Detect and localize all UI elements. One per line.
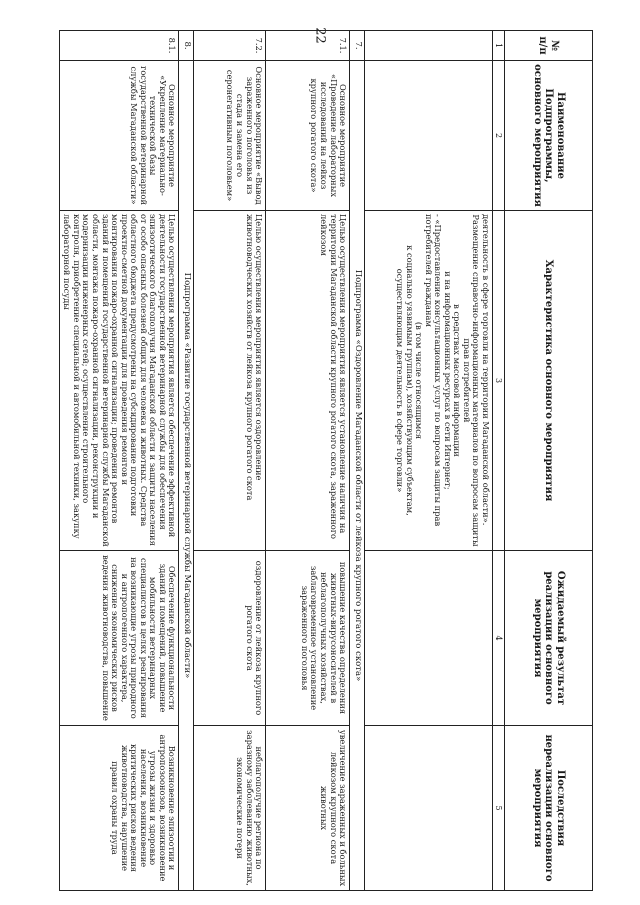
row-description-cell: Целью осуществления мероприятия является обеспечение эффективной деятельности государственной ветеринарной службы для обеспечения эпизоотического благополучия Магаданской области и защиты населения от особо опасных болезней общих для человека и животных. Средства областного бюджета предусмотрены на субсидирование подготовки проектно-сметной документации для проведения ремонтов и монтирования пожаро-охранной сигнализации; проведения ремонтов зданий и помещений государственной ветеринарной службы Магаданской области, монтажа пожаро-охранной сигнализации, реконструкции и модернизации инженерных сетей; осуществление строительного контроля, приобретение специальной и автомобильной техники, закупку лабораторной посуды	[59, 211, 178, 551]
row-consequence-cell: Возникновение эпизоотии и антропозоонозов, возникновение угрозы жизни и здоровью населения, возникновение критических рисков ведения животноводства, нарушение правил охраны труда	[59, 726, 178, 891]
page-number: 22	[312, 27, 328, 44]
row-name-cell: Основное мероприятие «Вывод зараженного поголовья из стада и замена его серонегативным поголовьем»	[194, 61, 266, 211]
header-name: Наименование Подпрограммы, основного мероприятия	[505, 61, 593, 211]
row-name-cell: Основное мероприятие «Проведение лабораторных исследований на лейкоз крупного рогатого скота»	[266, 61, 350, 211]
column-number: 2	[492, 61, 504, 211]
column-number-row	[492, 31, 504, 891]
description-line: к социально уязвимым группам), хозяйствующим субъектам, осуществляющим деятельность в сфере торговли»	[395, 245, 415, 516]
row-number-cell: 7.2.	[194, 31, 266, 61]
row-result-cell: Обеспечение функциональности зданий и помещений, повышение мобильности ветеринарных специалистов в целях реагирования на возникающие угрозы природного и антропогенного характера, снижение экономических рисков ведения животноводства, повышение	[59, 551, 178, 726]
activities-table	[59, 30, 593, 891]
row-result-cell: повышение качества определения животных-вирусоносителей в неблагополучных хозяйствах, заблаговременное установление зараженного поголовья	[266, 551, 350, 726]
header-consequence: Последствия нереализации основного мероприятия	[505, 726, 593, 891]
subprogram-row	[179, 31, 194, 891]
row-description-cell	[364, 211, 492, 551]
description-line: в средствах массовой информации	[452, 304, 463, 457]
header-description: Характеристика основного мероприятия	[505, 211, 593, 551]
rotated-page-content	[48, 30, 593, 890]
description-line: - «Предоставление консультационных услуг по вопросам защиты прав потребителей гражданам	[423, 214, 444, 527]
row-number-cell: 8.1.	[59, 31, 178, 61]
header-number: № п/п	[505, 31, 593, 61]
row-result-cell: оздоровление от лейкоза крупного рогатого скота	[194, 551, 266, 726]
table-row-continued	[364, 31, 492, 891]
subprogram-title: Подпрограмма «Развитие государственной ветеринарной службы Магаданской области»	[179, 61, 194, 891]
description-line: деятельность в сфере торговли на территории Магаданской области».	[480, 214, 491, 526]
row-name-cell	[364, 61, 492, 211]
row-consequence-cell: увеличение зараженных и больных лейкозом крупного скота животных	[266, 726, 350, 891]
column-number: 3	[492, 211, 504, 551]
row-number-cell	[364, 31, 492, 61]
column-number: 4	[492, 551, 504, 726]
subprogram-title: Подпрограмма «Оздоровление Магаданской области от лейкоза крупного рогатого скота»	[350, 61, 365, 891]
subprogram-number: 8.	[179, 31, 194, 61]
column-number: 5	[492, 726, 504, 891]
table-header-row	[505, 31, 593, 891]
row-consequence-cell: неблагополучие региона по заразному заболеванию животных, экономические потери	[194, 726, 266, 891]
row-description-cell: Целью осуществления мероприятия является установление наличия на территории Магаданской области крупного рогатого скота, зараженного лейкозом	[266, 211, 350, 551]
subprogram-row	[350, 31, 365, 891]
table-row	[266, 31, 350, 891]
table-row	[194, 31, 266, 891]
table-row	[59, 31, 178, 891]
row-name-cell: Основное мероприятие «Укрепление материально-технической базы государственной ветеринарной службы Магаданской области»	[59, 61, 178, 211]
description-line: и на информационных ресурсах в сети Интернет;	[442, 271, 453, 490]
row-number-cell: 7.1.	[266, 31, 350, 61]
row-result-cell	[364, 551, 492, 726]
header-result: Ожидаемый результат реализации основного мероприятия	[505, 551, 593, 726]
subprogram-number: 7.	[350, 31, 365, 61]
description-line: Размещение справочно-информационных материалов по вопросам защиты прав потребителей	[461, 214, 482, 547]
row-consequence-cell	[364, 726, 492, 891]
row-description-cell: Целью осуществления мероприятия является оздоровление животноводческих хозяйств от лейкоза крупного рогатого скота	[194, 211, 266, 551]
column-number: 1	[492, 31, 504, 61]
description-line: (в том числе относящимся	[414, 321, 425, 440]
